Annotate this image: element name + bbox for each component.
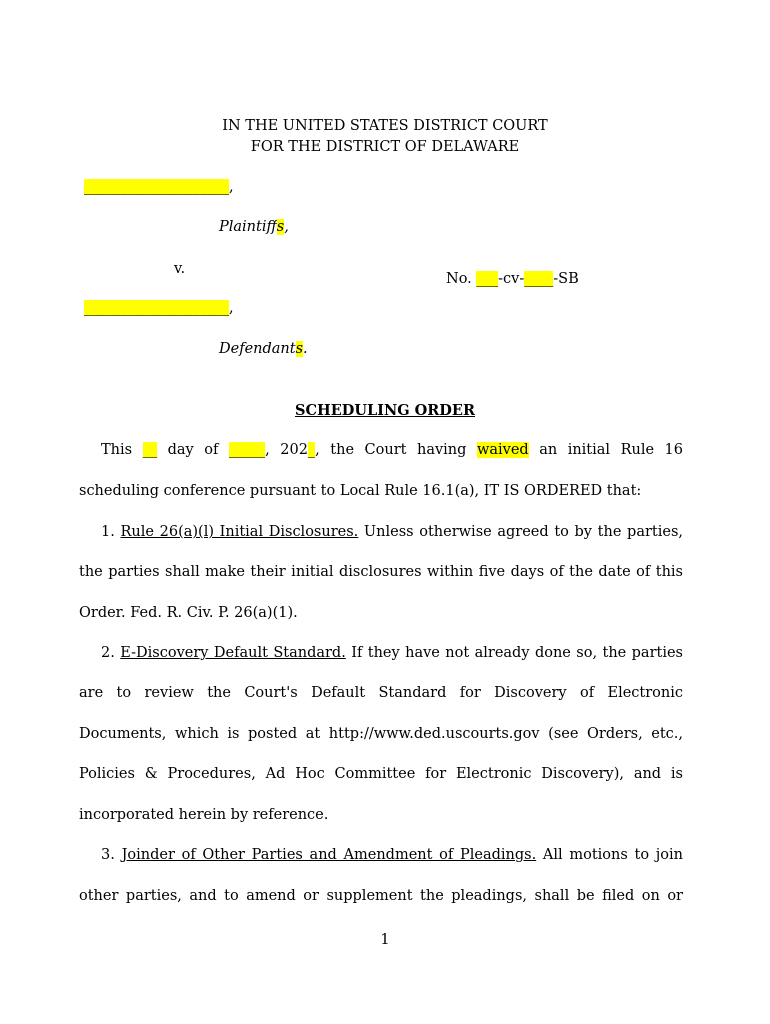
intro-year-prefix: , 202 — [265, 442, 308, 458]
plaintiffs-label-plural: s — [276, 219, 285, 235]
case-number-blank-1: ___ — [476, 271, 499, 287]
plaintiff-name-line — [84, 179, 234, 195]
intro-line-1 — [101, 442, 683, 458]
order-title: SCHEDULING ORDER — [294, 402, 475, 419]
plaintiff-name-blank: ____________________ — [84, 179, 229, 195]
item-1-number: 1. — [101, 524, 115, 540]
intro-month-blank: _____ — [228, 442, 266, 458]
plaintiffs-label-text: Plaintiff — [219, 219, 277, 235]
item-1-line-1 — [101, 524, 683, 540]
intro-day-blank: __ — [142, 442, 158, 458]
intro-line-2: scheduling conference pursuant to Local Rule 16.1(a), IT IS ORDERED that: — [79, 483, 642, 499]
intro-rest-line-1: an initial Rule 16 — [539, 442, 684, 458]
case-number-blank-2: ____ — [524, 271, 554, 287]
case-number-prefix: No. — [446, 271, 477, 287]
case-number-cv: -cv- — [498, 271, 525, 287]
defendants-label-text: Defendant — [219, 341, 296, 357]
item-3-line-1 — [101, 847, 683, 863]
item-3-number: 3. — [101, 847, 115, 863]
item-1-line-3: Order. Fed. R. Civ. P. 26(a)(1). — [79, 605, 298, 621]
item-2-number: 2. — [101, 645, 115, 661]
item-2-line-2: are to review the Court's Default Standard for Discovery of Electronic — [79, 685, 683, 701]
case-number — [446, 271, 579, 287]
defendant-name-line — [84, 300, 234, 316]
court-heading-line1: IN THE UNITED STATES DISTRICT COURT — [222, 118, 548, 134]
item-1-line-2: the parties shall make their initial disclosures within five days of the date of this — [79, 564, 683, 580]
item-2-line-5: incorporated herein by reference. — [79, 807, 329, 823]
court-heading-line2: FOR THE DISTRICT OF DELAWARE — [250, 139, 520, 155]
item-2-line-3: Documents, which is posted at http://www.ded.uscourts.gov (see Orders, etc., — [79, 726, 683, 742]
defendants-label-plural: s — [295, 341, 304, 357]
item-3-heading: Joinder of Other Parties and Amendment of Pleadings. — [121, 847, 537, 863]
case-number-suffix: -SB — [553, 271, 579, 287]
page-number: 1 — [380, 932, 390, 948]
item-2-line-1-text: If they have not already done so, the parties — [345, 645, 683, 661]
item-2-line-4: Policies & Procedures, Ad Hoc Committee for Electronic Discovery), and is — [79, 766, 683, 782]
item-3-line-1-text: All motions to join — [536, 847, 683, 863]
intro-year-blank: _ — [307, 442, 316, 458]
defendant-name-blank: ____________________ — [84, 300, 229, 316]
plaintiffs-label — [219, 219, 289, 235]
plaintiff-comma: , — [229, 179, 234, 195]
plaintiffs-label-comma: , — [284, 219, 289, 235]
item-2-line-1 — [101, 645, 683, 661]
intro-day-of: day of — [167, 442, 219, 458]
defendants-label-period: . — [303, 341, 308, 357]
intro-this: This — [101, 442, 133, 458]
item-1-heading: Rule 26(a)(l) Initial Disclosures. — [120, 524, 359, 540]
defendant-comma: , — [229, 300, 234, 316]
intro-court-having: , the Court having — [315, 442, 467, 458]
versus-label: v. — [174, 261, 186, 277]
item-3-line-2: other parties, and to amend or supplement the pleadings, shall be filed on or — [79, 888, 683, 904]
item-1-line-1-text: Unless otherwise agreed to by the parties, — [358, 524, 684, 540]
intro-waived: waived — [476, 442, 529, 458]
defendants-label — [219, 341, 308, 357]
item-2-heading: E-Discovery Default Standard. — [120, 645, 346, 661]
